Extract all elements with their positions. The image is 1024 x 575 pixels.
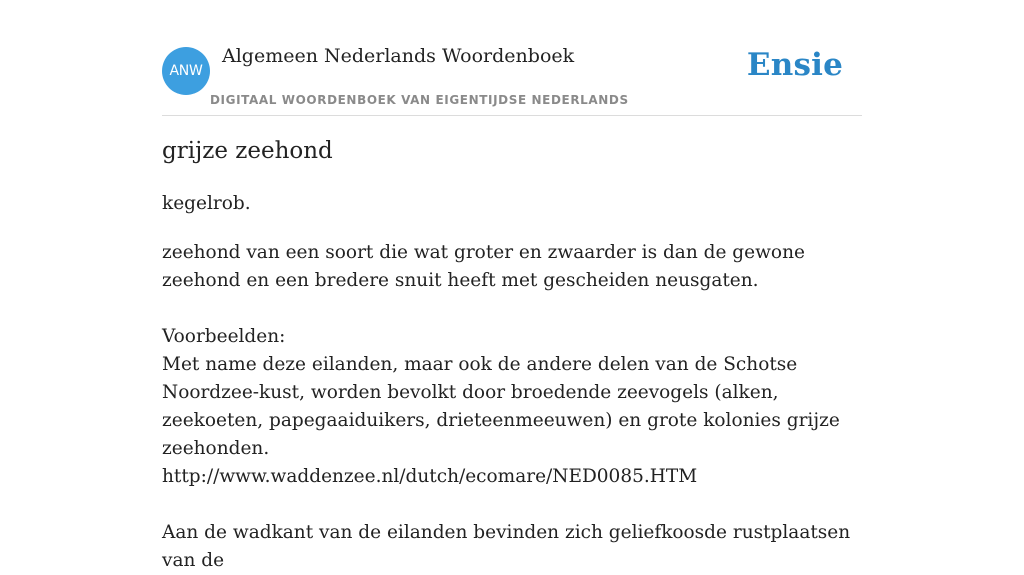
entry-definition: zeehond van een soort die wat groter en zwaarder is dan de gewone zeehond en een bredere snuit heeft met gescheiden neusgaten. xyxy=(162,242,805,291)
ensie-brand-link[interactable]: Ensie xyxy=(746,47,843,83)
examples-label: Voorbeelden: xyxy=(162,326,286,347)
entry-synonym: kegelrob. xyxy=(162,193,251,214)
entry-title: grijze zeehond xyxy=(162,138,333,164)
content-container xyxy=(162,0,862,571)
example-source-link[interactable]: http://www.waddenzee.nl/dutch/ecomare/NED0085.HTM xyxy=(162,466,698,487)
site-header xyxy=(162,0,862,116)
logo-text: ANW xyxy=(169,63,203,79)
example-text: Met name deze eilanden, maar ook de andere delen van de Schotse Noordzee-kust, worden bevolkt door broedende zeevogels (alken, zeekoeten, papegaaiduikers, drieteenmeeuwen) en grote kolonies grijze zeehonden. xyxy=(162,354,840,459)
spacer xyxy=(162,491,862,519)
anw-logo[interactable] xyxy=(162,47,210,95)
dictionary-subtitle: DIGITAAL WOORDENBOEK VAN EIGENTIJDSE NEDERLANDS xyxy=(210,93,629,107)
example-source xyxy=(162,463,862,491)
spacer xyxy=(162,295,862,323)
dictionary-name[interactable]: Algemeen Nederlands Woordenboek xyxy=(222,45,575,67)
example-text: Aan de wadkant van de eilanden bevinden zich geliefkoosde rustplaatsen van de xyxy=(162,522,851,571)
entry-body xyxy=(162,239,862,575)
